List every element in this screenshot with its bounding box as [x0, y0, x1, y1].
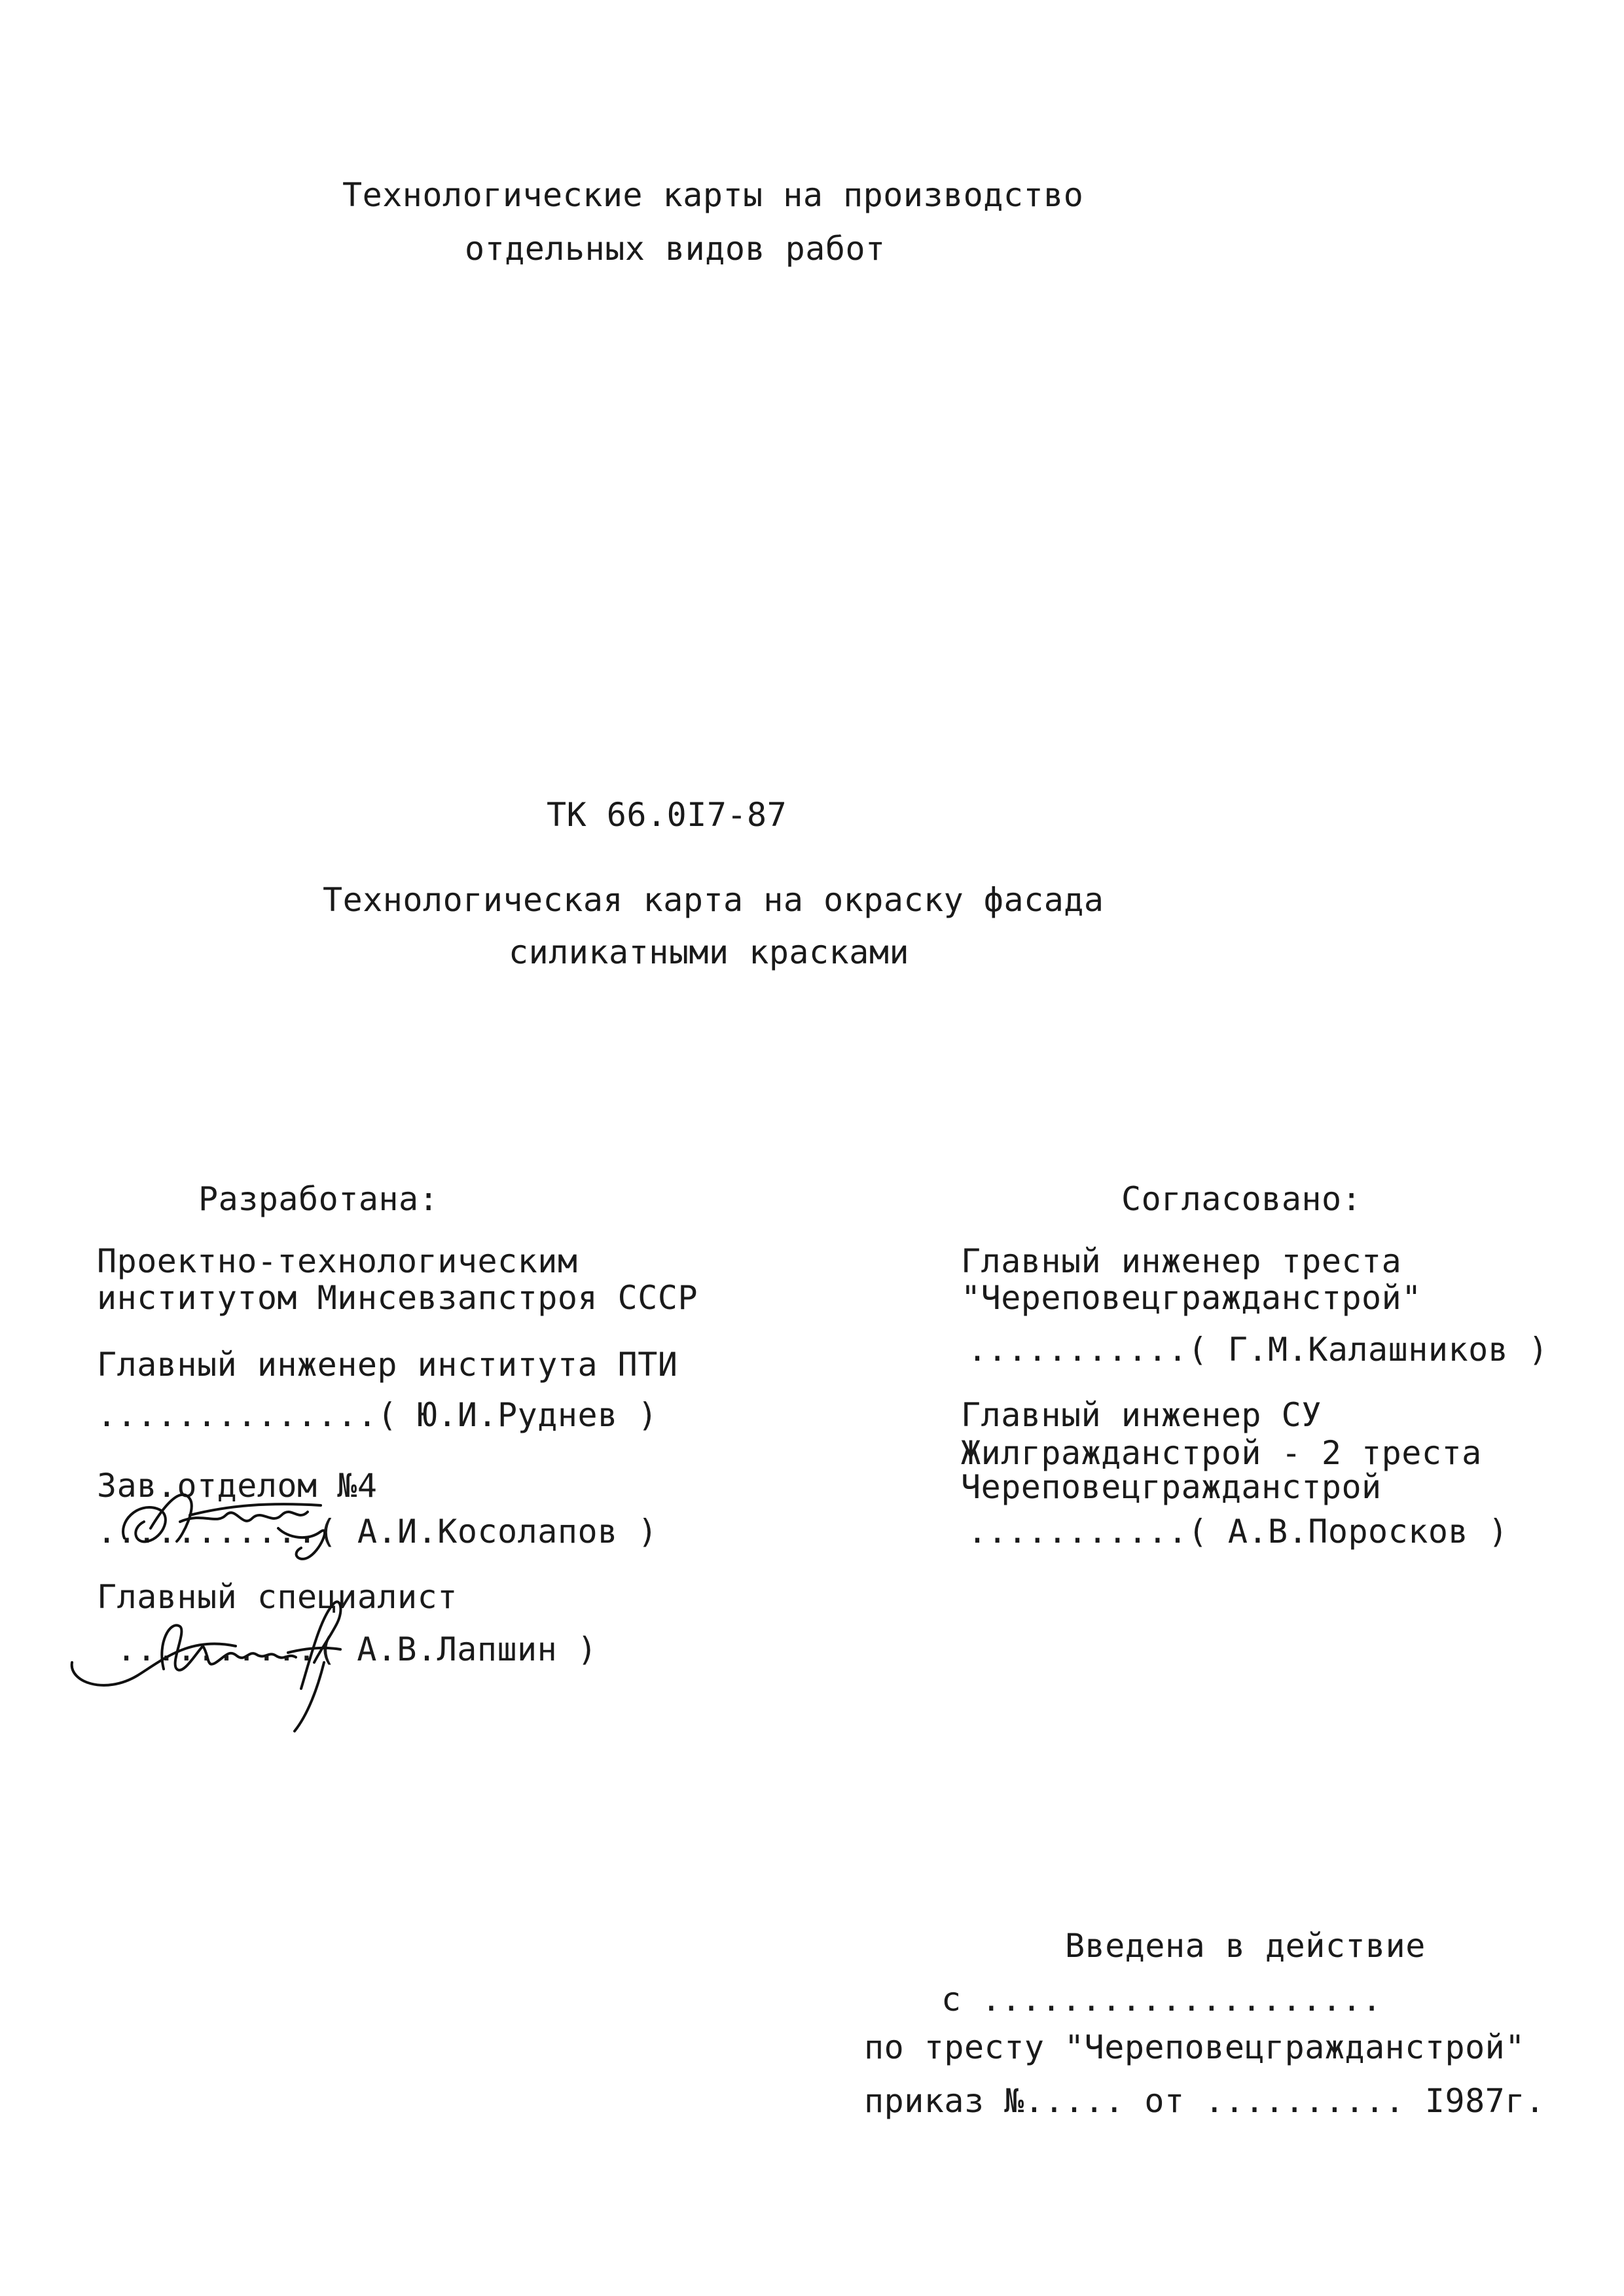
specialist-role: Главный специалист: [97, 1578, 458, 1616]
trust-sign-line: ...........( Г.М.Калашников ): [967, 1331, 1549, 1369]
su-role-line-3: Череповецгражданстрой: [961, 1468, 1382, 1506]
header-line-1: Технологические карты на производство: [342, 176, 1084, 214]
enacted-line-4: приказ №..... от .......... I987г.: [864, 2082, 1545, 2120]
document-title-line-2: силикатными красками: [509, 933, 910, 971]
su-role-line-2: Жилгражданстрой - 2 треста: [961, 1434, 1482, 1472]
developed-heading: Разработана:: [198, 1180, 439, 1218]
agreed-heading: Согласовано:: [1121, 1180, 1362, 1218]
trust-role-line-2: "Череповецгражданстрой": [961, 1279, 1422, 1317]
dept-head-sign-line: ...........( А.И.Косолапов ): [97, 1513, 658, 1551]
specialist-sign-line: ..........( А.В.Лапшин ): [117, 1630, 598, 1668]
chief-engineer-role: Главный инженер института ПТИ: [97, 1346, 678, 1384]
su-role-line-1: Главный инженер СУ: [961, 1396, 1322, 1434]
enacted-line-3: по тресту "Череповецгражданстрой": [864, 2028, 1525, 2066]
enacted-line-1: Введена в действие: [1065, 1927, 1426, 1965]
chief-engineer-sign-line: ..............( Ю.И.Руднев ): [97, 1396, 658, 1434]
document-code: ТК 66.0I7-87: [547, 796, 787, 834]
dept-head-role: Зав.отделом №4: [97, 1467, 378, 1505]
header-line-2: отдельных видов работ: [465, 230, 886, 268]
document-title-line-1: Технологическая карта на окраску фасада: [323, 881, 1104, 919]
developed-org-line-1: Проектно-технологическим: [97, 1242, 578, 1280]
developed-org-line-2: институтом Минсевзапстроя СССР: [97, 1279, 698, 1317]
su-sign-line: ...........( А.В.Поросков ): [967, 1513, 1509, 1551]
trust-role-line-1: Главный инженер треста: [961, 1242, 1402, 1280]
enacted-line-2: с ....................: [941, 1981, 1382, 2018]
